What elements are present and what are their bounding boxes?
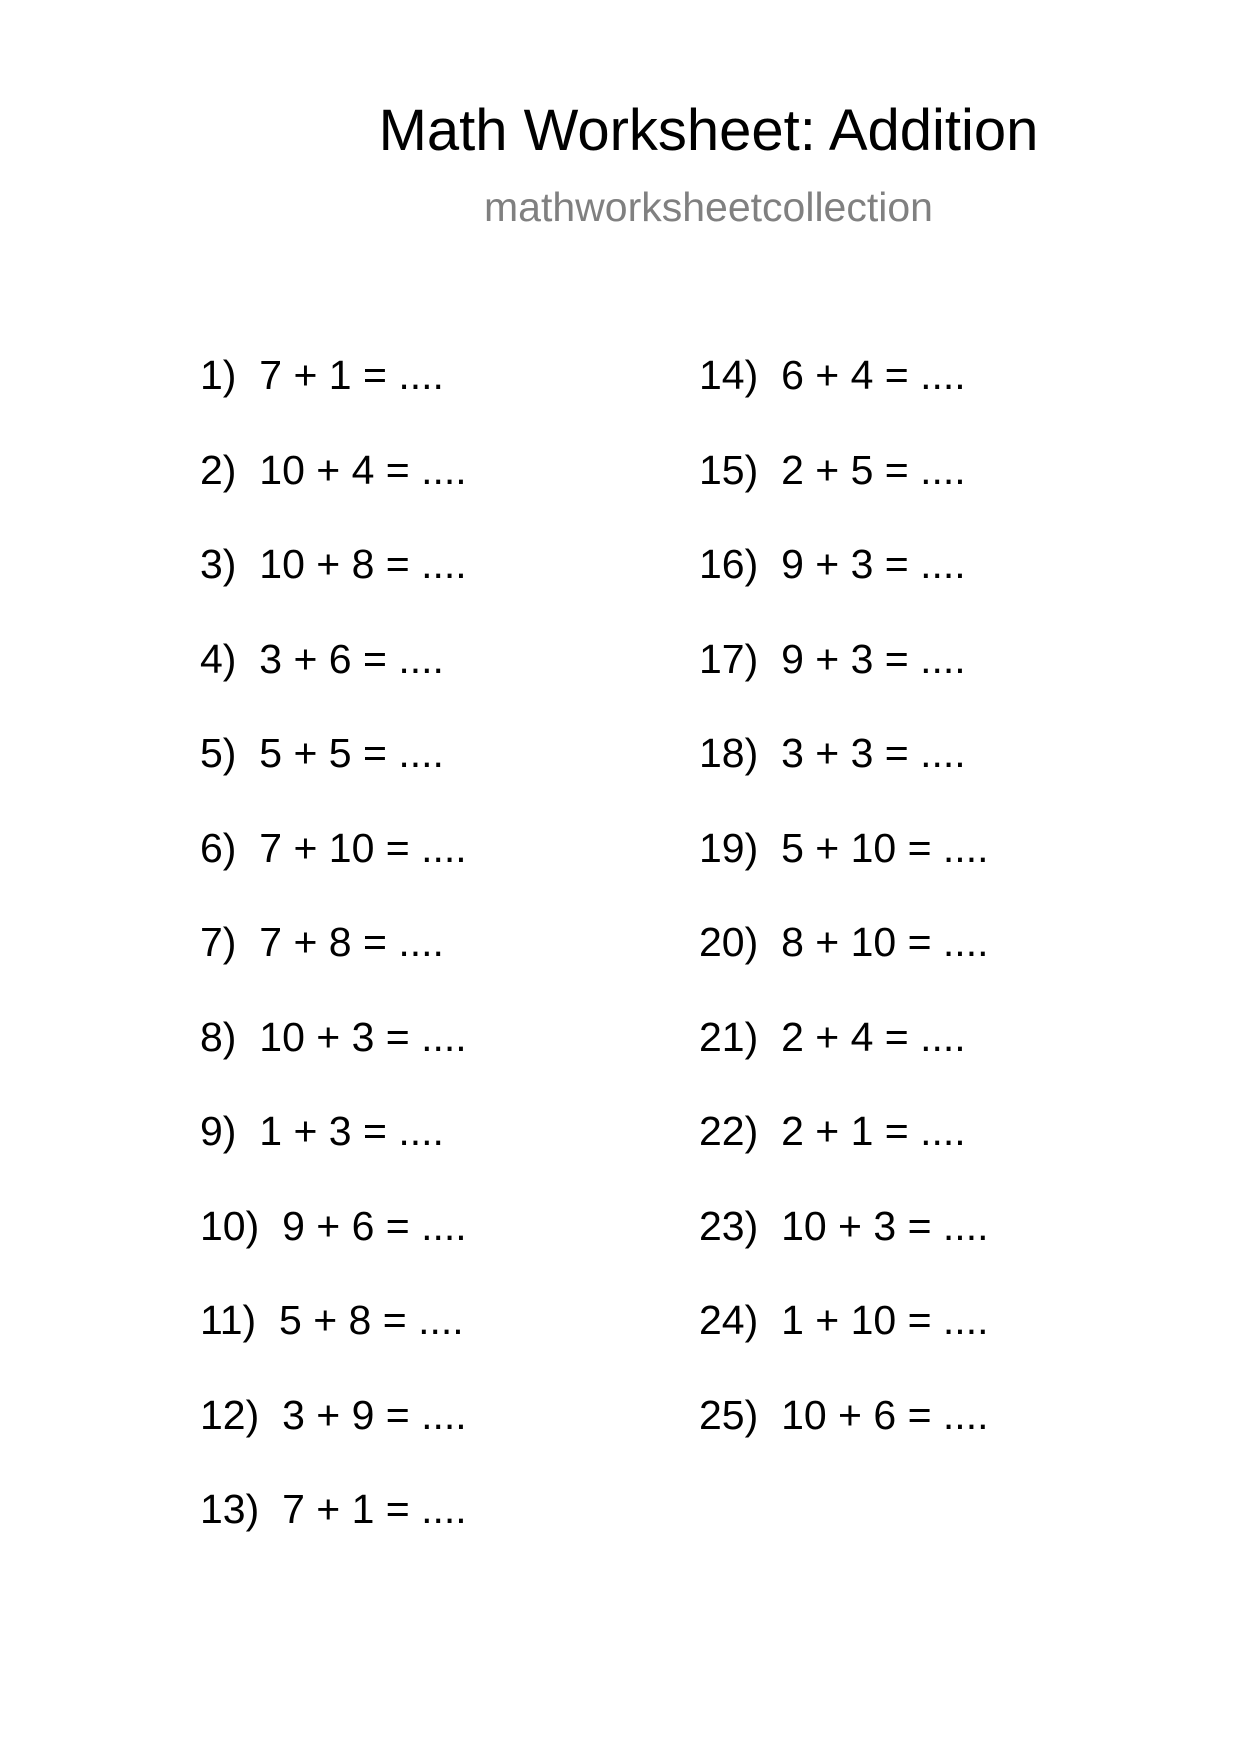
problem-expression: 10 + 3 = .... [259, 1013, 467, 1060]
problem-item [699, 1199, 989, 1294]
problem-number: 8) [200, 1013, 237, 1060]
problem-item [200, 1104, 467, 1199]
problem-expression: 10 + 4 = .... [259, 446, 467, 493]
problem-expression: 2 + 1 = .... [781, 1108, 966, 1154]
problem-expression: 7 + 10 = .... [259, 824, 467, 871]
problem-expression: 6 + 4 = .... [781, 352, 966, 398]
problem-number: 22) [699, 1108, 759, 1154]
problem-number: 1) [200, 352, 237, 398]
problem-number: 21) [699, 1013, 759, 1060]
problem-column-right [699, 348, 989, 1482]
problem-item [699, 348, 989, 443]
problem-number: 9) [200, 1108, 237, 1154]
problem-item [200, 1293, 467, 1388]
problem-expression: 7 + 1 = .... [259, 352, 444, 398]
problem-number: 18) [699, 730, 759, 776]
problem-expression: 1 + 10 = .... [781, 1297, 989, 1343]
problem-item [699, 821, 989, 916]
problem-item [699, 915, 989, 1010]
problem-number: 4) [200, 635, 237, 682]
problem-expression: 5 + 5 = .... [259, 730, 444, 776]
problem-number: 16) [699, 541, 759, 587]
problem-item [200, 1482, 467, 1577]
problem-expression: 9 + 3 = .... [781, 541, 966, 587]
problem-expression: 1 + 3 = .... [259, 1108, 444, 1154]
problem-number: 14) [699, 352, 759, 398]
problem-expression: 10 + 6 = .... [781, 1391, 989, 1438]
problem-number: 20) [699, 919, 759, 965]
problem-number: 11) [200, 1297, 257, 1343]
problem-number: 2) [200, 446, 237, 493]
problem-item [200, 821, 467, 916]
problem-expression: 2 + 5 = .... [781, 446, 966, 493]
problem-item [699, 1388, 989, 1483]
problem-number: 6) [200, 824, 237, 871]
problem-item [699, 1010, 989, 1105]
problem-number: 10) [200, 1202, 260, 1249]
problem-item [200, 726, 467, 821]
problem-item [200, 1010, 467, 1105]
problem-item [200, 1388, 467, 1483]
problem-item [200, 348, 467, 443]
problem-number: 13) [200, 1486, 260, 1532]
problem-number: 12) [200, 1391, 260, 1438]
problem-expression: 3 + 9 = .... [282, 1391, 467, 1438]
problem-number: 24) [699, 1297, 759, 1343]
problem-number: 23) [699, 1202, 759, 1249]
problem-expression: 9 + 3 = .... [781, 635, 966, 682]
problem-expression: 3 + 6 = .... [259, 635, 444, 682]
problem-expression: 7 + 1 = .... [282, 1486, 467, 1532]
problem-item [699, 1104, 989, 1199]
problem-number: 19) [699, 824, 759, 871]
problem-expression: 5 + 10 = .... [781, 824, 989, 871]
problem-item [699, 726, 989, 821]
problem-number: 17) [699, 635, 759, 682]
problem-number: 7) [200, 919, 237, 965]
problem-number: 25) [699, 1391, 759, 1438]
problem-expression: 9 + 6 = .... [282, 1202, 467, 1249]
problem-expression: 10 + 3 = .... [781, 1202, 989, 1249]
problem-expression: 10 + 8 = .... [259, 541, 467, 587]
problem-item [200, 537, 467, 632]
problem-item [699, 537, 989, 632]
problem-expression: 7 + 8 = .... [259, 919, 444, 965]
problem-item [699, 1293, 989, 1388]
problem-number: 3) [200, 541, 237, 587]
problem-item [200, 443, 467, 538]
problem-expression: 3 + 3 = .... [781, 730, 966, 776]
worksheet-source: mathworksheetcollection [484, 184, 933, 230]
problem-item [200, 915, 467, 1010]
problem-item [699, 443, 989, 538]
problem-item [200, 1199, 467, 1294]
problem-column-left [200, 348, 467, 1577]
problem-item [699, 632, 989, 727]
problem-item [200, 632, 467, 727]
problem-expression: 2 + 4 = .... [781, 1013, 966, 1060]
problem-number: 15) [699, 446, 759, 493]
worksheet-title: Math Worksheet: Addition [378, 98, 1039, 163]
problem-expression: 8 + 10 = .... [781, 919, 989, 965]
problem-number: 5) [200, 730, 237, 776]
problem-expression: 5 + 8 = .... [279, 1297, 464, 1343]
